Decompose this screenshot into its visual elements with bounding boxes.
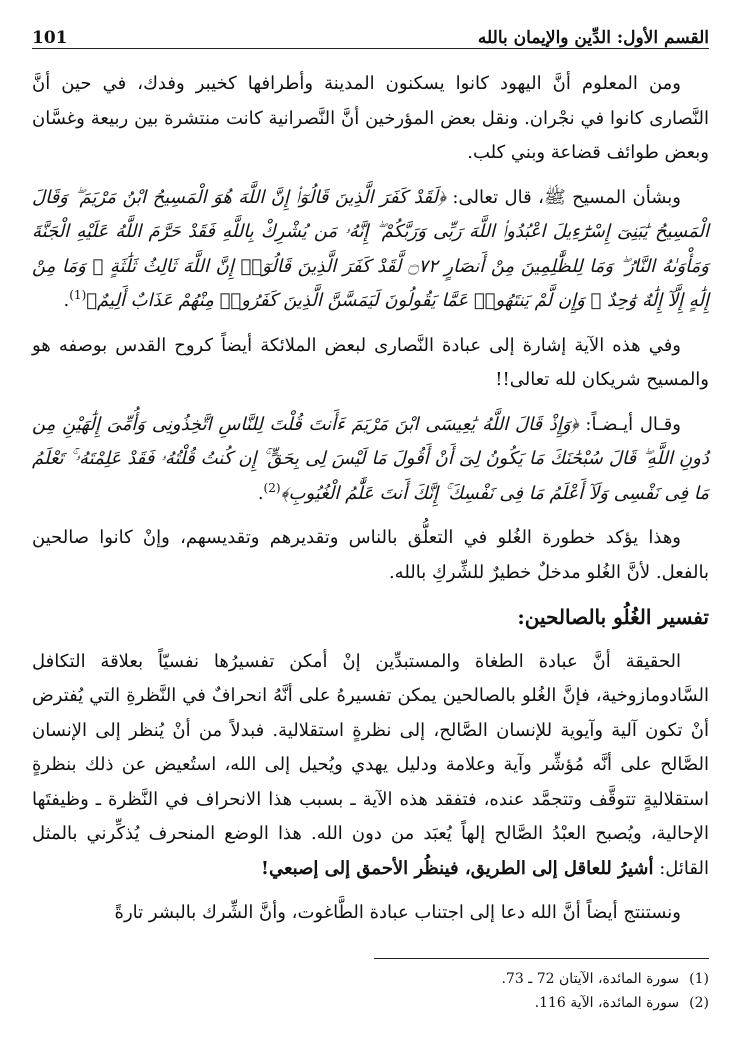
paragraph-with-verse	[32, 408, 709, 512]
bold-quote: أشيرُ للعاقل إلى الطريق، فينظُر الأحمق إلى إصبعي!	[261, 857, 654, 879]
running-title: القسم الأول: الدِّين والإيمان بالله	[477, 28, 709, 48]
section-heading: تفسير الغُلُو بالصالحين:	[517, 605, 709, 629]
footnote-text: سورة المائدة، الآيتان 72 ـ 73.	[501, 971, 680, 987]
footnote	[32, 967, 709, 991]
footnote-divider	[374, 958, 709, 959]
footnote-ref: (1)	[69, 288, 87, 302]
paragraph: ونستنتج أيضاً أنَّ الله دعا إلى اجتناب عبادة الطَّاغوت، وأنَّ الشِّرك بالبشر تارةً	[114, 902, 681, 923]
footnote-number: (2)	[689, 995, 709, 1011]
body-text	[32, 67, 709, 931]
quran-verse: ﴿لَقَدْ كَفَرَ الَّذِينَ قَالُوٓا۟ إِنَّ اللَّهَ هُوَ الْمَسِيحُ ابْنُ مَرْيَمَ ۖ وَقَالَ الْمَسِيحُ يَٰبَنِىٓ إِسْرَٰٓءِيلَ اعْبُدُوا۟ اللَّهَ رَبِّى وَرَبَّكُمْ ۖ إِنَّهُۥ مَن يُشْرِكْ بِاللَّهِ فَقَدْ حَرَّمَ اللَّهُ عَلَيْهِ الْجَنَّةَ وَمَأْوَىٰهُ النَّارُ ۖ وَمَا لِلظَّٰلِمِينَ مِنْ أَنصَارٍ ۝٧٢ لَّقَدْ كَفَرَ الَّذِينَ قَالُوٓا۟ إِنَّ اللَّهَ ثَالِثُ ثَلَٰثَةٍ ۘ وَمَا مِنْ إِلَٰهٍ إِلَّآ إِلَٰهٌ وَٰحِدٌ ۚ وَإِن لَّمْ يَنتَهُوا۟ عَمَّا يَقُولُونَ لَيَمَسَّنَّ الَّذِينَ كَفَرُوا۟ مِنْهُمْ عَذَابٌ أَلِيمٌ﴾	[32, 186, 710, 311]
footnotes	[32, 958, 709, 1015]
punctuation: .	[63, 290, 70, 311]
verse-intro: وقـال أيـضـاً:	[585, 413, 681, 435]
paragraph-with-verse	[32, 181, 709, 319]
footnote-number: (1)	[689, 971, 709, 987]
paragraph-text: الحقيقة أنَّ عبادة الطغاة والمستبدِّين إنْ أمكن تفسيرُها نفسيّاً بعلاقة التكافل السَّادومازوخية، فإنَّ الغُلو بالصالحين يمكن تفسيرهُ على أنَّهُ انحرافٌ في النَّظرةِ التي يُفترض أنْ تكون آلية وآيوية للإنسان الصَّالح، إلى نظرةٍ استقلالية. فبدلاً من أنْ يُنظر إلى الإنسان الصَّالح على أنَّه مُؤشِّر وآية وعلامة ودليل يهدي ويُحيل إلى الله، استُعيض عن ذلك بنظرةٍ استقلاليةٍ تتوقَّف وتتجمَّد عنده، فتفقد هذه الآية ـ بسبب هذا الانحراف في النَّظرة ـ وظيفتَها الإحالية، ويُصبح العبْدُ الصَّالح إلهاً يُعبَد من دون الله. هذا الوضع المنحرف يُذكِّرني بالمثل القائل:	[32, 650, 709, 879]
book-page	[32, 18, 709, 1038]
verse-intro: وبشأن المسيح ﷺ، قال تعالى:	[452, 186, 681, 208]
paragraph: وهذا يؤكد خطورة الغُلو في التعلُّق بالناس وتقديرهم وتقديسهم، وإنْ كانوا صالحين بالفعل. لأنَّ الغُلو مدخلٌ خطيرٌ للشِّركِ بالله.	[32, 527, 709, 583]
quran-verse: ﴿وَإِذْ قَالَ اللَّهُ يَٰعِيسَى ابْنَ مَرْيَمَ ءَأَنتَ قُلْتَ لِلنَّاسِ اتَّخِذُونِى وَأُمِّىَ إِلَٰهَيْنِ مِن دُونِ اللَّهِ ۖ قَالَ سُبْحَٰنَكَ مَا يَكُونُ لِىٓ أَنْ أَقُولَ مَا لَيْسَ لِى بِحَقٍّ ۚ إِن كُنتُ قُلْتُهُۥ فَقَدْ عَلِمْتَهُۥ ۚ تَعْلَمُ مَا فِى نَفْسِى وَلَآ أَعْلَمُ مَا فِى نَفْسِكَ ۚ إِنَّكَ أَنتَ عَلَّٰمُ الْغُيُوبِ﴾	[32, 413, 709, 504]
footnote-text: سورة المائدة، الآية 116.	[534, 995, 680, 1011]
footnote-ref: (2)	[263, 480, 281, 495]
footnote	[32, 991, 709, 1015]
paragraph: ومن المعلوم أنَّ اليهود كانوا يسكنون المدينة وأطرافها كخيبر وفدك، في حين أنَّ النَّصارى كانوا في نجْران. ونقل بعض المؤرخين أنَّ النَّصرانية كانت منتشرة بين ربيعة وغسَّان وبعض طوائف قضاعة وبني كلب.	[32, 73, 709, 163]
paragraph	[32, 645, 709, 887]
page-number: 101	[32, 28, 68, 48]
punctuation: .	[257, 482, 264, 504]
page-header	[32, 18, 709, 49]
paragraph: وفي هذه الآية إشارة إلى عبادة النَّصارى لبعض الملائكة أيضاً كروح القدس بوصفه هو والمسيح شريكان لله تعالى!!	[32, 334, 709, 390]
